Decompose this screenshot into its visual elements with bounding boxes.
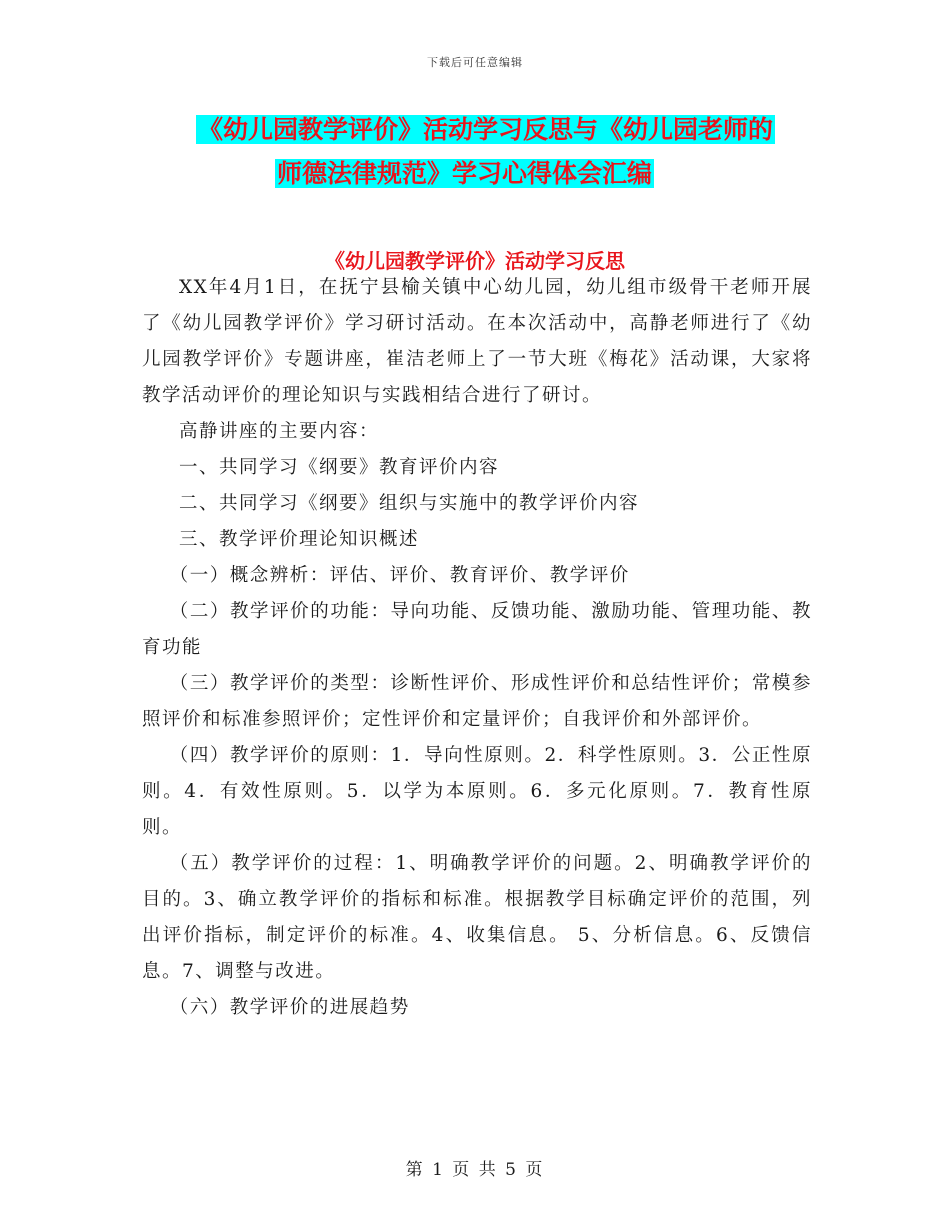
page-number-footer: 第 1 页 共 5 页 [405, 1160, 545, 1180]
paragraph-sub-2: （二）教学评价的功能：导向功能、反馈功能、激励功能、管理功能、教育功能 [142, 601, 812, 658]
section-title: 《幼儿园教学评价》活动学习反思 [325, 249, 625, 273]
paragraph-sub-3: （三）教学评价的类型：诊断性评价、形成性评价和总结性评价；常模参照评价和标准参照评价；定性评价和定量评价；自我评价和外部评价。 [142, 673, 812, 730]
paragraph-lecture-heading: 高静讲座的主要内容： [179, 421, 380, 442]
paragraph-item-1: 一、共同学习《纲要》教育评价内容 [179, 457, 500, 478]
paragraph-sub-5: （五）教学评价的过程：1、明确教学评价的问题。2、明确教学评价的目的。3、确立教学评价的指标和标准。根据教学目标确定评价的范围，列出评价指标，制定评价的标准。4、收集信息。 5、分析信息。6、反馈信息。7、调整与改进。 [142, 853, 812, 982]
header-note: 下载后可任意编辑 [427, 56, 523, 69]
document-title-line-1-text: 《幼儿园教学评价》活动学习反思与《幼儿园老师的 [198, 115, 774, 144]
paragraph-item-3: 三、教学评价理论知识概述 [179, 529, 420, 550]
document-title-line-2-text: 师德法律规范》学习心得体会汇编 [277, 159, 653, 188]
paragraph-item-2: 二、共同学习《纲要》组织与实施中的教学评价内容 [179, 493, 640, 514]
document-title-line-2 [275, 157, 654, 191]
paragraph-sub-1: （一）概念辨析：评估、评价、教育评价、教学评价 [169, 565, 630, 586]
document-title-line-1 [196, 113, 775, 147]
paragraph-intro: XX年4月1日，在抚宁县榆关镇中心幼儿园，幼儿组市级骨干老师开展了《幼儿园教学评价》学习研讨活动。在本次活动中，高静老师进行了《幼儿园教学评价》专题讲座，崔洁老师上了一节大班《梅花》活动课，大家将教学活动评价的理论知识与实践相结合进行了研讨。 [142, 277, 812, 406]
paragraph-sub-6: （六）教学评价的进展趋势 [169, 997, 410, 1018]
paragraph-sub-4: （四）教学评价的原则：1．导向性原则。2．科学性原则。3．公正性原则。4．有效性原则。5．以学为本原则。6．多元化原则。7．教育性原则。 [142, 745, 812, 838]
document-body [142, 270, 812, 1026]
